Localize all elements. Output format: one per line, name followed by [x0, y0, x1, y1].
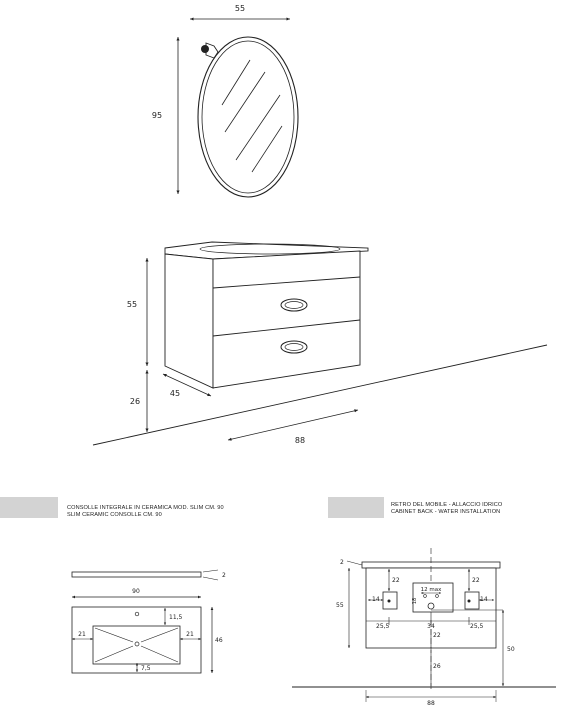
back-left-inlet-width-label: 14: [372, 596, 380, 603]
cabinet-front: [213, 251, 360, 388]
cabinet-depth-label: 45: [169, 389, 181, 398]
back-inlet-height-label: 22: [433, 632, 441, 639]
back-view-drawing: [292, 548, 556, 707]
back-total-width-label: 88: [427, 700, 435, 707]
console-right-margin-label: 21: [186, 631, 194, 638]
mirror-reflection-lines: [222, 60, 282, 172]
console-thickness-label: 2: [222, 572, 226, 579]
drawer-handle-icon: [281, 341, 307, 353]
lamp-icon: [201, 43, 218, 58]
back-left-inlet-offset-label: 25,5: [376, 623, 390, 630]
mirror-height-label: 95: [151, 111, 163, 120]
back-right-inlet-offset-label: 25,5: [470, 623, 484, 630]
thickness-leader-2: [203, 577, 218, 580]
console-section-caption: [67, 505, 247, 519]
back-floor-to-base-label: 26: [433, 663, 441, 670]
back-left-inlet-top-label: 22: [392, 577, 400, 584]
back-inlets-spacing-label: 34: [427, 623, 435, 630]
console-section-marker: [0, 497, 58, 518]
mirror-width-label: 55: [234, 4, 246, 13]
floor-height-label: 26: [129, 397, 141, 406]
console-width-label: 90: [132, 588, 140, 595]
back-caption-line1: RETRO DEL MOBILE - ALLACCIO IDRICO: [391, 502, 503, 508]
back-drain-zone-label: 12 max: [420, 587, 442, 593]
right-inlet-box: [465, 592, 479, 609]
mirror-frame-outer: [198, 37, 298, 197]
console-caption-line1: CONSOLLE INTEGRALE IN CERAMICA MOD. SLIM CM. 90: [67, 505, 224, 511]
cabinet-drawing: [93, 242, 547, 445]
console-depth-label: 46: [215, 637, 223, 644]
console-side-profile: [72, 572, 201, 577]
cabinet-side: [165, 254, 213, 388]
cabinet-width-label: 88: [294, 436, 306, 445]
basin-outline: [93, 626, 180, 664]
back-floor-to-top-label: 50: [507, 646, 515, 653]
back-right-inlet-width-label: 14: [480, 596, 488, 603]
left-inlet-point-icon: [388, 600, 391, 603]
console-tap-offset-label: 11,5: [169, 614, 183, 621]
mirror-drawing: [152, 4, 298, 197]
top-thickness-leader: [347, 561, 362, 565]
back-cabinet-height-label: 55: [336, 602, 344, 609]
back-top-thickness-label: 2: [340, 559, 344, 566]
back-section-marker: [328, 497, 384, 518]
console-left-margin-label: 21: [78, 631, 86, 638]
right-inlet-point-icon: [468, 600, 471, 603]
cabinet-height-label: 55: [126, 300, 138, 309]
back-right-inlet-top-label: 22: [472, 577, 480, 584]
cabinet-width-dimension-line: [228, 410, 358, 440]
console-drain-offset-label: 7,5: [141, 665, 151, 672]
console-caption-line2: SLIM CERAMIC CONSOLLE CM. 90: [67, 512, 162, 518]
back-caption-line2: CABINET BACK - WATER INSTALLATION: [391, 509, 501, 515]
console-drawing: [72, 570, 226, 673]
drawer-handle-icon: [281, 299, 307, 311]
back-section-caption: [391, 502, 541, 516]
back-drain-zone-height-label: 18: [412, 597, 418, 605]
thickness-leader: [203, 570, 218, 572]
